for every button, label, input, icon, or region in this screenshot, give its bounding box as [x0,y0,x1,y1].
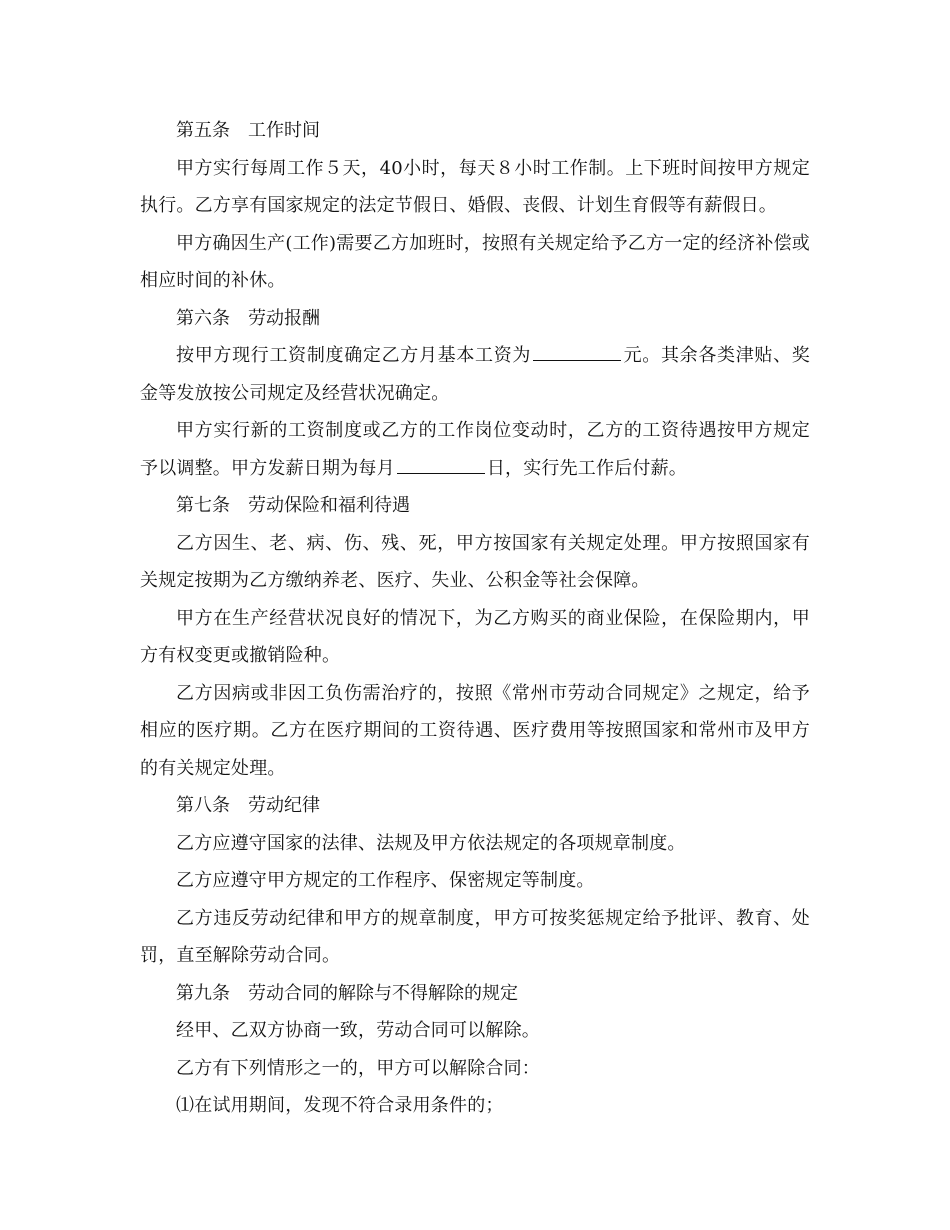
salary-amount-blank [533,342,621,361]
article-8-paragraph-1: 乙方应遵守国家的法律、法规及甲方依法规定的各项规章制度。 [176,832,686,854]
article-5-paragraph-2: 甲方确因生产(工作)需要乙方加班时，按照有关规定给予乙方一定的经济补偿或相应时间的补休。 [140,232,810,291]
article-5-heading: 第五条 工作时间 [176,120,320,141]
article-6-paragraph-1 [140,337,810,412]
contract-body [140,112,810,1125]
article-9-list-item-1: ⑴在试用期间，发现不符合录用条件的； [176,1095,504,1116]
salary-text-before: 按甲方现行工资制度确定乙方月基本工资为 [176,345,532,366]
article-7-paragraph-2: 甲方在生产经营状况良好的情况下，为乙方购买的商业保险，在保险期内，甲方有权变更或撤销险种。 [140,607,810,666]
article-9-heading: 第九条 劳动合同的解除与不得解除的规定 [176,982,518,1004]
article-8-heading: 第八条 劳动纪律 [176,795,320,816]
article-9-paragraph-1: 经甲、乙双方协商一致，劳动合同可以解除。 [176,1020,540,1041]
salary-text-after: 元。其余各类津贴、奖金等发放按公司规定及经营状况确定。 [140,345,810,404]
article-7-paragraph-1: 乙方因生、老、病、伤、残、死，甲方按国家有关规定处理。甲方按照国家有关规定按期为乙方缴纳养老、医疗、失业、公积金等社会保障。 [140,532,810,591]
article-8-paragraph-3: 乙方违反劳动纪律和甲方的规章制度，甲方可按奖惩规定给予批评、教育、处罚，直至解除劳动合同。 [140,907,810,966]
payday-blank [397,455,485,474]
payday-text-after: 日，实行先工作后付薪。 [486,457,688,479]
article-6-paragraph-2 [140,412,810,487]
article-7-heading: 第七条 劳动保险和福利待遇 [176,495,410,516]
article-9-paragraph-2: 乙方有下列情形之一的，甲方可以解除合同： [176,1057,540,1079]
article-8-paragraph-2: 乙方应遵守甲方规定的工作程序、保密规定等制度。 [176,870,595,891]
article-5-paragraph-1: 甲方实行每周工作５天，40小时，每天８小时工作制。上下班时间按甲方规定执行。乙方享有国家规定的法定节假日、婚假、丧假、计划生育假等有薪假日。 [140,157,810,216]
article-7-paragraph-3: 乙方因病或非因工负伤需治疗的，按照《常州市劳动合同规定》之规定，给予相应的医疗期。乙方在医疗期间的工资待遇、医疗费用等按照国家和常州市及甲方的有关规定处理。 [140,682,810,779]
payday-text-before: 甲方实行新的工资制度或乙方的工作岗位变动时，乙方的工资待遇按甲方规定予以调整。甲方发薪日期为每月 [140,420,810,479]
article-6-heading: 第六条 劳动报酬 [176,307,320,329]
